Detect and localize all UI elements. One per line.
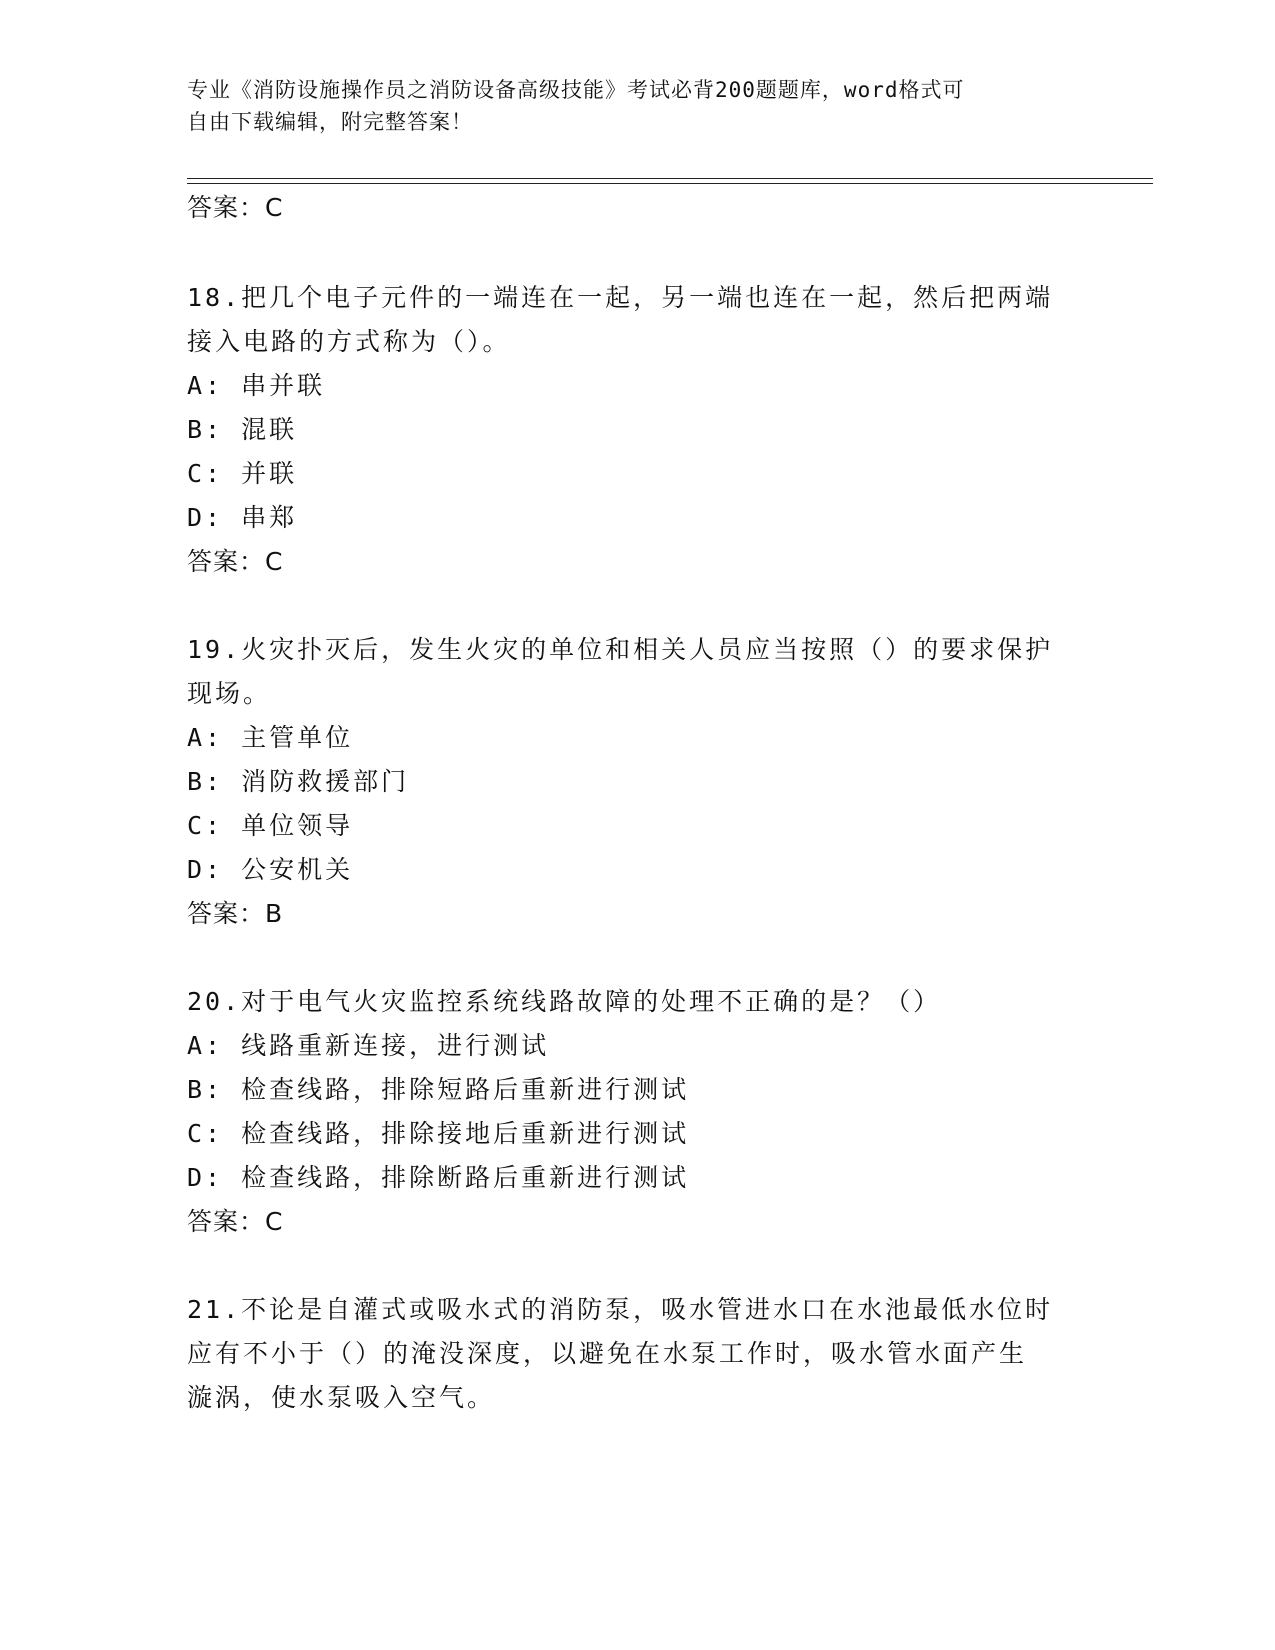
question-18-option-c: C: 并联 (187, 459, 298, 488)
header-line-1: 专业《消防设施操作员之消防设备高级技能》考试必背200题题库，word格式可 (187, 78, 965, 102)
question-19-option-b: B: 消防救援部门 (187, 767, 410, 796)
question-19-option-d: D: 公安机关 (187, 855, 354, 884)
question-21-line-3: 漩涡，使水泵吸入空气。 (187, 1383, 496, 1412)
question-18-option-a: A: 串并联 (187, 371, 326, 400)
question-18-answer: 答案：C (187, 547, 284, 576)
question-20-line-1: 20.对于电气火灾监控系统线路故障的处理不正确的是？（） (187, 987, 942, 1016)
question-18-line-1: 18.把几个电子元件的一端连在一起，另一端也连在一起，然后把两端 (187, 283, 1054, 312)
question-19-line-2: 现场。 (187, 679, 272, 708)
question-19-option-a: A: 主管单位 (187, 723, 354, 752)
question-19-line-1: 19.火灾扑灭后，发生火灾的单位和相关人员应当按照（）的要求保护 (187, 635, 1054, 664)
question-18-option-b: B: 混联 (187, 415, 298, 444)
question-20-option-d: D: 检查线路，排除断路后重新进行测试 (187, 1163, 690, 1192)
document-header (187, 74, 1067, 138)
question-20-option-a: A: 线路重新连接，进行测试 (187, 1031, 550, 1060)
header-rule-top (187, 178, 1153, 179)
question-21-line-1: 21.不论是自灌式或吸水式的消防泵，吸水管进水口在水池最低水位时 (187, 1295, 1054, 1324)
question-20-option-c: C: 检查线路，排除接地后重新进行测试 (187, 1119, 690, 1148)
header-rule-bottom (187, 183, 1153, 184)
question-20-option-b: B: 检查线路，排除短路后重新进行测试 (187, 1075, 690, 1104)
question-18-option-d: D: 串郑 (187, 503, 298, 532)
question-18-line-2: 接入电路的方式称为（）。 (187, 327, 511, 356)
question-19-option-c: C: 单位领导 (187, 811, 354, 840)
question-20-answer: 答案：C (187, 1207, 284, 1236)
previous-answer: 答案：C (187, 193, 284, 222)
question-19-answer: 答案：B (187, 899, 284, 928)
question-21-line-2: 应有不小于（）的淹没深度，以避免在水泵工作时，吸水管水面产生 (187, 1339, 1028, 1368)
header-line-2: 自由下载编辑，附完整答案！ (187, 110, 473, 134)
